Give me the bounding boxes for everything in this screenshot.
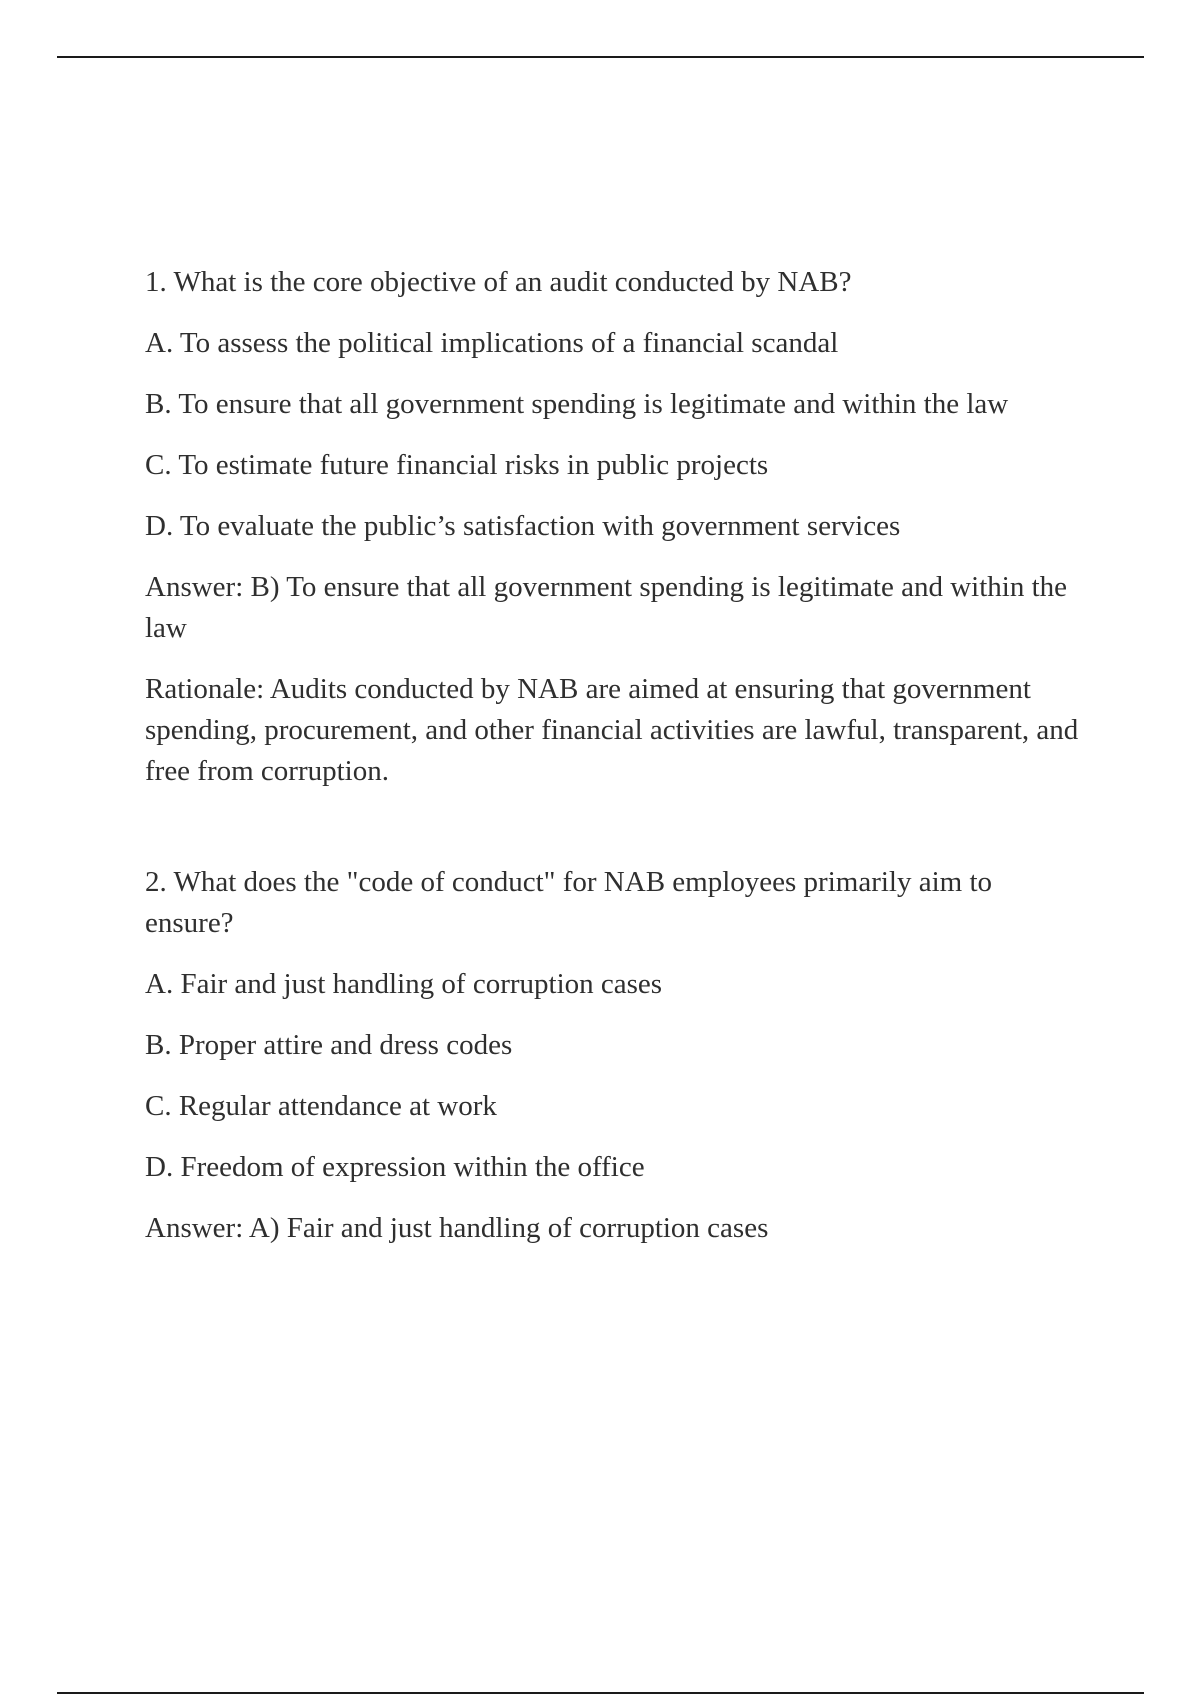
question-text: 1. What is the core objective of an audit conducted by NAB? (145, 266, 852, 298)
answer-text: Answer: A) Fair and just handling of corruption cases (145, 1212, 769, 1244)
question-text: 2. What does the "code of conduct" for NAB employees primarily aim to ensure? (145, 866, 993, 939)
option-c: C. To estimate future financial risks in public projects (145, 449, 769, 481)
answer-text: Answer: B) To ensure that all government spending is legitimate and within the law (145, 571, 1068, 644)
bottom-divider (57, 1692, 1144, 1694)
top-divider (57, 56, 1144, 58)
rationale-text: Rationale: Audits conducted by NAB are aimed at ensuring that government spending, procurement, and other financial activities are lawful, transparent, and free from corruption. (145, 673, 1079, 787)
question-1 (145, 262, 1085, 792)
question-2 (145, 862, 1085, 1249)
document-body (145, 262, 1085, 1269)
option-d: D. Freedom of expression within the office (145, 1151, 645, 1183)
option-a: A. Fair and just handling of corruption cases (145, 968, 663, 1000)
option-a: A. To assess the political implications of a financial scandal (145, 327, 839, 359)
option-c: C. Regular attendance at work (145, 1090, 497, 1122)
option-b: B. To ensure that all government spending is legitimate and within the law (145, 388, 1009, 420)
option-b: B. Proper attire and dress codes (145, 1029, 513, 1061)
option-d: D. To evaluate the public’s satisfaction with government services (145, 510, 901, 542)
